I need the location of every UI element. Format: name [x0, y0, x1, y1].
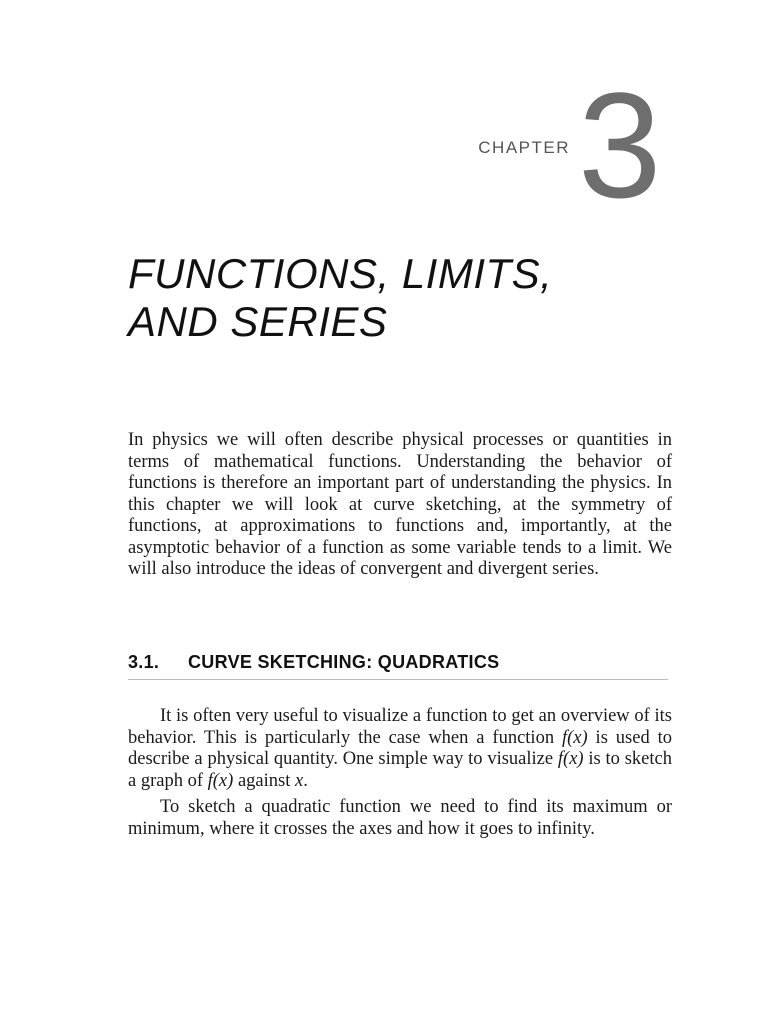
chapter-title-line-2: AND SERIES — [128, 298, 388, 345]
math-f-of-x: f(x) — [207, 770, 234, 791]
chapter-intro-paragraph: In physics we will often describe physical processes or quantities in terms of mathematical functions. Understanding the behavior of functions is therefore an important part of understanding the physics. In this chapter we will look at curve sketching, at the symmetry of functions, at approximations to functions and, importantly, at the asymptotic behavior of a function as some variable tends to a limit. We will also introduce the ideas of convergent and divergent series. — [128, 430, 672, 579]
section-number: 3.1. — [128, 652, 160, 672]
paragraph-1-text-5: . — [303, 770, 308, 791]
math-f-of-x: f(x) — [557, 749, 584, 769]
paragraph-1-text-3: is to sketch a graph of — [128, 749, 672, 791]
paragraph-1-text-4: against — [233, 770, 295, 791]
section-title: CURVE SKETCHING: QUADRATICS — [188, 652, 500, 672]
paragraph-1-text-2: is used to describe a physical quantity. One simple way to visualize — [128, 727, 672, 769]
section-heading — [128, 652, 668, 680]
paragraph-1-text-1: It is often very useful to visualize a function to get an overview of its behavior. This is particularly the case when a function — [128, 706, 672, 748]
section-body — [128, 706, 672, 845]
math-x: x — [294, 770, 304, 791]
chapter-title-line-1: FUNCTIONS, LIMITS, — [128, 250, 553, 297]
chapter-label: CHAPTER — [478, 138, 570, 157]
chapter-number: 3 — [578, 61, 662, 229]
math-f-of-x: f(x) — [561, 727, 588, 748]
body-paragraph-2: To sketch a quadratic function we need to find its maximum or minimum, where it crosses the axes and how it goes to infinity. — [128, 797, 672, 839]
chapter-title — [128, 250, 688, 346]
body-paragraph-1 — [128, 706, 672, 792]
